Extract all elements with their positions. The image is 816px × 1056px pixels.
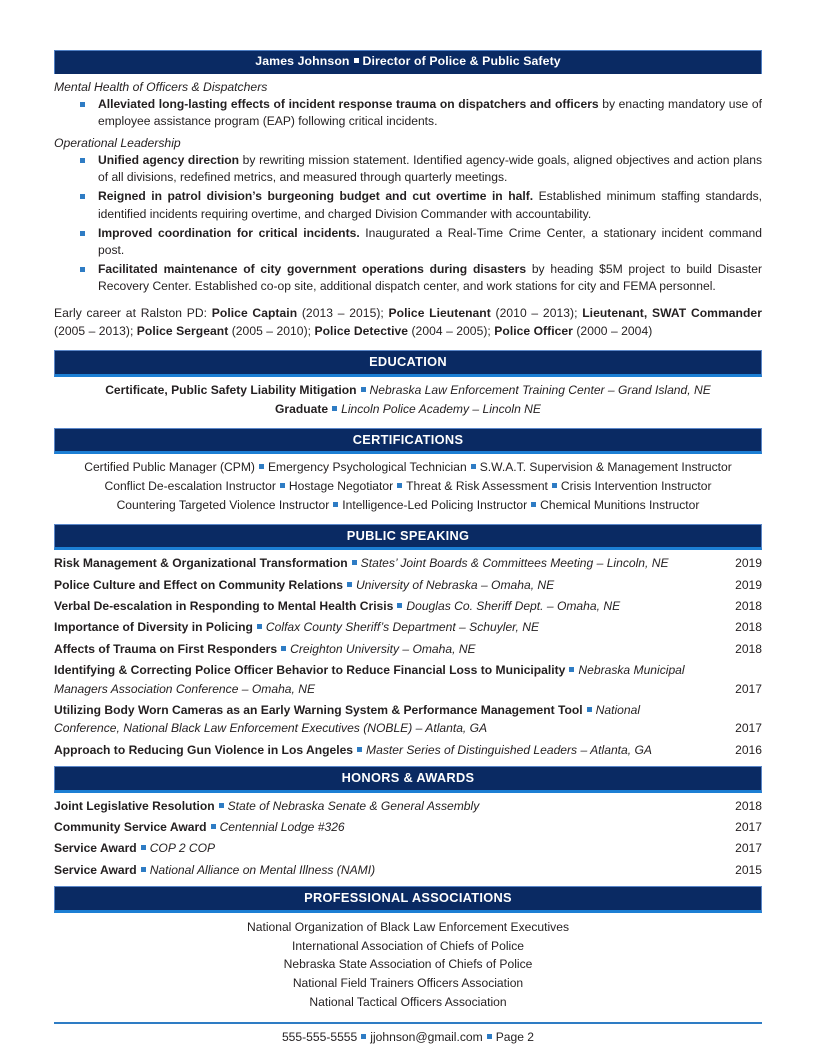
section-header-honors-awards: HONORS & AWARDS	[54, 766, 762, 793]
speaking-year: 2018	[735, 620, 762, 635]
role-years: (2005 – 2010);	[228, 323, 315, 338]
list-item: National Organization of Black Law Enforcement Executives	[247, 919, 569, 934]
footer-page-number: Page 2	[495, 1029, 535, 1044]
award-org: COP 2 COP	[149, 841, 216, 856]
award-year: 2017	[735, 841, 762, 856]
role-years: (2000 – 2004)	[572, 323, 653, 338]
table-row	[54, 597, 762, 615]
bullet-bold-lead: Facilitated maintenance of city government operations during disasters	[98, 262, 527, 277]
certification-name: Threat & Risk Assessment	[406, 479, 548, 494]
role-years: (2013 – 2015);	[297, 306, 389, 321]
award-org: National Alliance on Mental Illness (NAMI)	[149, 862, 376, 877]
role-title: Police Officer	[494, 323, 573, 338]
spacer	[54, 421, 762, 428]
certification-name: Chemical Munitions Instructor	[540, 497, 700, 512]
award-org: Centennial Lodge #326	[219, 820, 345, 835]
bullet-bold-lead: Reigned in patrol division’s burgeoning budget and cut overtime in half.	[98, 189, 534, 204]
footer-email[interactable]: jjohnson@gmail.com	[370, 1029, 483, 1044]
separator-square-icon	[361, 387, 366, 392]
separator-square-icon	[257, 624, 262, 629]
separator-square-icon	[352, 560, 357, 565]
education-degree: Certificate, Public Safety Liability Mitigation	[105, 383, 357, 398]
separator-square-icon	[531, 502, 536, 507]
list-item	[54, 400, 762, 419]
separator-square-icon	[281, 646, 286, 651]
operational-leadership-bullet-list	[54, 152, 762, 295]
role-title: Police Sergeant	[136, 323, 229, 338]
separator-square-icon	[357, 747, 362, 752]
list-item	[54, 496, 762, 515]
role-title: Police Lieutenant	[388, 306, 491, 321]
page-content	[54, 50, 762, 1045]
separator-square-icon	[361, 1034, 366, 1039]
public-speaking-list	[54, 554, 762, 759]
section-header-certifications: CERTIFICATIONS	[54, 428, 762, 455]
speaking-topic: Police Culture and Effect on Community Relations	[54, 577, 343, 592]
bullet-body: by rewriting mission statement. Identified agency-wide goals, aligned objectives and action plans of all divisions, redefined metrics, and measured through quarterly meetings.	[98, 153, 762, 185]
list-item: National Tactical Officers Association	[309, 994, 507, 1009]
certification-name: Hostage Negotiator	[288, 479, 394, 494]
speaking-topic: Risk Management & Organizational Transformation	[54, 556, 348, 571]
award-name: Joint Legislative Resolution	[54, 798, 215, 813]
bullet-bold-lead: Improved coordination for critical incidents.	[98, 225, 360, 240]
table-row	[54, 661, 762, 698]
certification-name: Conflict De-escalation Instructor	[104, 479, 276, 494]
table-row	[54, 554, 762, 572]
education-school: Lincoln Police Academy – Lincoln NE	[341, 401, 541, 416]
separator-square-icon	[471, 464, 476, 469]
separator-square-icon	[552, 483, 557, 488]
section-header-professional-associations: PROFESSIONAL ASSOCIATIONS	[54, 886, 762, 913]
award-year: 2017	[735, 820, 762, 835]
early-career-lead: Early career at Ralston PD:	[54, 306, 212, 321]
speaking-venue: Master Series of Distinguished Leaders – Atlanta, GA	[366, 742, 652, 757]
candidate-title: Director of Police & Public Safety	[362, 54, 561, 68]
separator-square-icon	[280, 483, 285, 488]
certification-name: Crisis Intervention Instructor	[560, 479, 712, 494]
speaking-topic: Identifying & Correcting Police Officer Behavior to Reduce Financial Loss to Municipality	[54, 663, 566, 678]
separator-square-icon	[259, 464, 264, 469]
table-row	[54, 741, 762, 759]
speaking-venue: Creighton University – Omaha, NE	[290, 641, 476, 656]
award-name: Service Award	[54, 862, 137, 877]
separator-square-icon	[569, 667, 574, 672]
speaking-year: 2018	[735, 641, 762, 656]
education-school: Nebraska Law Enforcement Training Center – Grand Island, NE	[369, 383, 711, 398]
table-row	[54, 640, 762, 658]
early-career-paragraph	[54, 305, 762, 340]
speaking-topic: Approach to Reducing Gun Violence in Los Angeles	[54, 742, 354, 757]
certification-name: Certified Public Manager (CPM)	[84, 460, 255, 475]
speaking-year: 2019	[735, 556, 762, 571]
award-name: Service Award	[54, 841, 137, 856]
certification-name: Emergency Psychological Technician	[267, 460, 467, 475]
separator-square-icon	[397, 483, 402, 488]
speaking-topic: Importance of Diversity in Policing	[54, 620, 253, 635]
table-row	[54, 861, 762, 879]
page-footer	[54, 1024, 762, 1046]
education-list	[54, 377, 762, 420]
certifications-list	[54, 454, 762, 516]
bullet-bold-lead: Alleviated long-lasting effects of incident response trauma on dispatchers and officers	[98, 96, 599, 111]
list-item	[54, 225, 762, 259]
bullet-body: by enacting mandatory use of employee assistance program (EAP) following critical incidents.	[98, 96, 762, 128]
certification-name: Countering Targeted Violence Instructor	[116, 497, 330, 512]
title-separator-icon	[354, 58, 359, 63]
subsection-heading-operational-leadership: Operational Leadership	[54, 135, 181, 150]
certification-name: Intelligence-Led Policing Instructor	[342, 497, 528, 512]
spacer	[54, 517, 762, 524]
list-item	[54, 188, 762, 222]
bullet-body: Established minimum staffing standards, identified incidents requiring overtime, and charged Division Commander with accountability.	[98, 189, 763, 221]
section-header-education: EDUCATION	[54, 350, 762, 377]
role-years: (2004 – 2005);	[408, 323, 495, 338]
candidate-name: James Johnson	[255, 54, 350, 68]
bullet-body: Inaugurated a Real-Time Crime Center, a stationary incident command post.	[98, 225, 762, 257]
role-years: (2010 – 2013);	[490, 306, 583, 321]
speaking-topic: Verbal De-escalation in Responding to Mental Health Crisis	[54, 599, 394, 614]
table-row	[54, 797, 762, 815]
section-header-public-speaking: PUBLIC SPEAKING	[54, 524, 762, 551]
speaking-topic: Utilizing Body Worn Cameras as an Early Warning System & Performance Management Tool	[54, 702, 583, 717]
bullet-body: by heading $5M project to build Disaster Recovery Center. Established co-op site, additional dispatch center, and work stations for city and FEMA personnel.	[98, 262, 762, 294]
speaking-year: 2017	[735, 681, 762, 696]
speaking-venue: States’ Joint Boards & Committees Meeting – Lincoln, NE	[360, 556, 669, 571]
spacer	[54, 879, 762, 886]
table-row	[54, 576, 762, 594]
list-item	[54, 458, 762, 477]
speaking-year: 2019	[735, 577, 762, 592]
separator-square-icon	[487, 1034, 492, 1039]
speaking-year: 2017	[735, 721, 762, 736]
footer-phone: 555-555-5555	[281, 1029, 358, 1044]
spacer	[54, 759, 762, 766]
role-years: (2005 – 2013);	[54, 323, 137, 338]
separator-square-icon	[332, 406, 337, 411]
speaking-venue: Nebraska Municipal Managers Association Conference – Omaha, NE	[54, 663, 685, 696]
separator-square-icon	[397, 603, 402, 608]
mental-health-bullet-list	[54, 96, 762, 130]
list-item: National Field Trainers Officers Association	[292, 976, 524, 991]
separator-square-icon	[211, 824, 216, 829]
list-item: International Association of Chiefs of Police	[292, 938, 524, 953]
separator-square-icon	[219, 803, 224, 808]
speaking-topic: Affects of Trauma on First Responders	[54, 641, 278, 656]
certification-name: S.W.A.T. Supervision & Management Instructor	[479, 460, 732, 475]
list-item	[54, 152, 762, 186]
speaking-venue: Colfax County Sheriff’s Department – Schuyler, NE	[265, 620, 540, 635]
role-title: Police Captain	[211, 306, 298, 321]
bullet-bold-lead: Unified agency direction	[98, 153, 240, 168]
speaking-venue: Douglas Co. Sheriff Dept. – Omaha, NE	[406, 599, 621, 614]
spacer	[54, 340, 762, 350]
speaking-venue: National Conference, National Black Law Enforcement Executives (NOBLE) – Atlanta, GA	[54, 702, 641, 736]
list-item	[54, 477, 762, 496]
award-year: 2018	[735, 798, 762, 813]
separator-square-icon	[347, 582, 352, 587]
list-item	[54, 261, 762, 295]
table-row	[54, 701, 762, 738]
separator-square-icon	[333, 502, 338, 507]
speaking-year: 2018	[735, 599, 762, 614]
separator-square-icon	[587, 707, 592, 712]
list-item	[54, 96, 762, 130]
table-row	[54, 818, 762, 836]
table-row	[54, 618, 762, 636]
role-title: Police Detective	[314, 323, 409, 338]
award-org: State of Nebraska Senate & General Assembly	[227, 798, 480, 813]
associations-list	[54, 913, 762, 1016]
honors-list	[54, 797, 762, 880]
page-title-bar	[54, 50, 762, 74]
speaking-year: 2016	[735, 742, 762, 757]
separator-square-icon	[141, 845, 146, 850]
education-degree: Graduate	[275, 401, 329, 416]
list-item	[54, 381, 762, 400]
role-title: Lieutenant, SWAT Commander	[582, 306, 762, 321]
award-year: 2015	[735, 862, 762, 877]
subsection-heading-mental-health: Mental Health of Officers & Dispatchers	[54, 79, 268, 94]
list-item: Nebraska State Association of Chiefs of Police	[283, 957, 533, 972]
speaking-venue: University of Nebraska – Omaha, NE	[355, 577, 555, 592]
table-row	[54, 839, 762, 857]
award-name: Community Service Award	[54, 820, 207, 835]
separator-square-icon	[141, 867, 146, 872]
